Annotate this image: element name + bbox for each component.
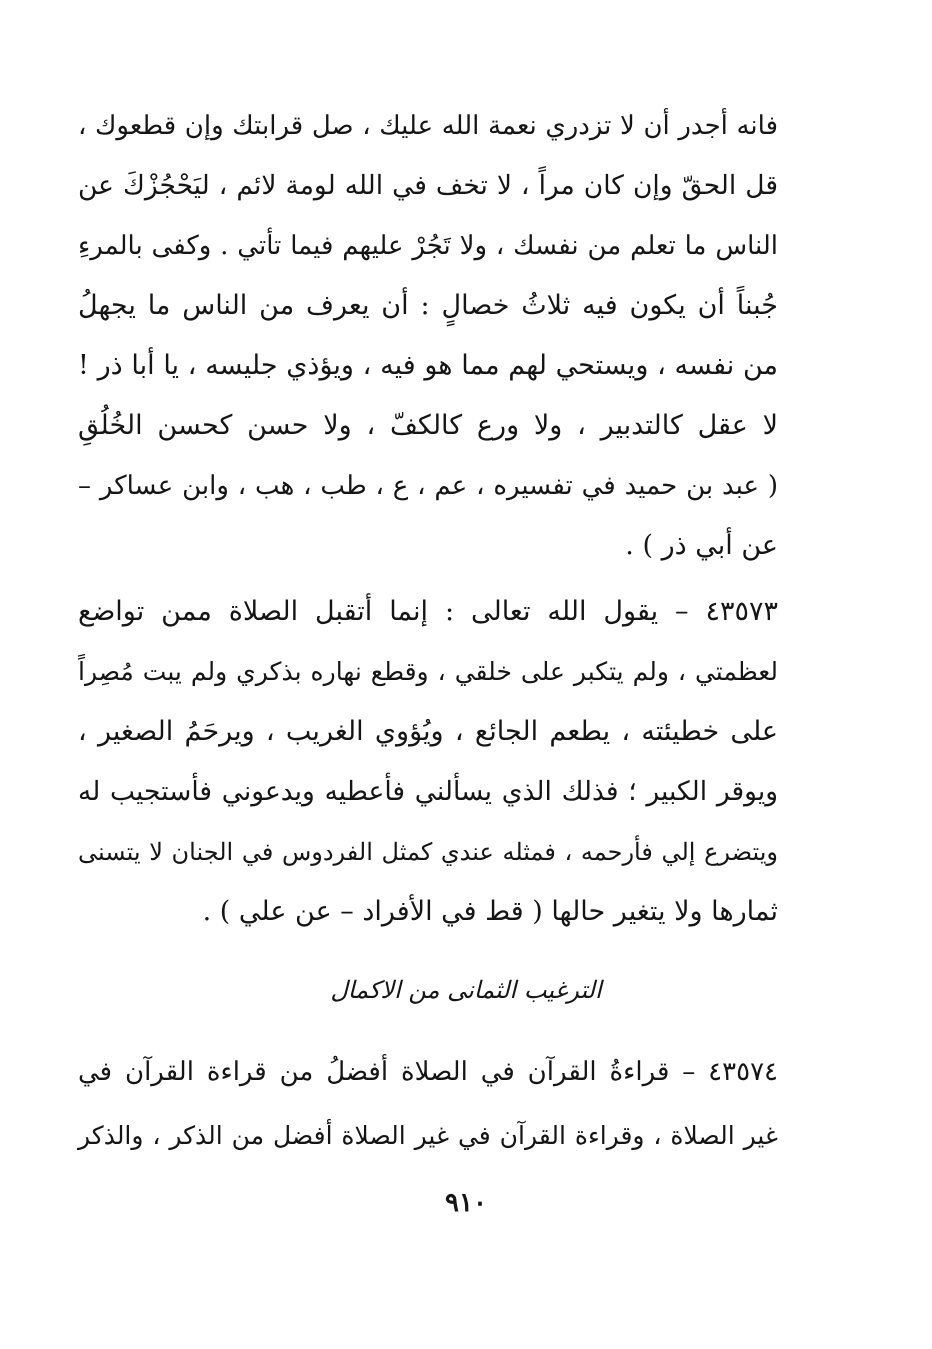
text-line: ٤٣٥٧٣ – يقول الله تعالى : إنما أتقبل الصلاة ممن تواضع <box>78 596 778 627</box>
section-heading: الترغيب الثمانى من الاكمال <box>330 976 602 1004</box>
text-line: ويتضرع إلي فأرحمه ، فمثله عندي كمثل الفردوس في الجنان لا يتسنى <box>78 838 778 866</box>
text-line: عن أبي ذر ) . <box>625 530 778 561</box>
text-line: جُبناً أن يكون فيه ثلاثُ خصالٍ : أن يعرف من الناس ما يجهلُ <box>78 290 778 321</box>
text-line: لعظمتي ، ولم يتكبر على خلقي ، وقطع نهاره بذكري ولم يبت مُصِراً <box>78 657 778 686</box>
text-line: فانه أجدر أن لا تزدري نعمة الله عليك ، صل قرابتك وإن قطعوك ، <box>78 111 778 141</box>
text-line: ثمارها ولا يتغير حالها ( قط في الأفراد – عن علي ) . <box>202 896 778 927</box>
text-line: ٤٣٥٧٤ – قراءةُ القرآن في الصلاة أفضلُ من قراءة القرآن في <box>78 1057 778 1087</box>
text-line: ويوقر الكبير ؛ فذلك الذي يسألني فأعطيه ويدعوني فأستجيب له <box>78 776 778 807</box>
paragraph-hadith-43573 <box>78 582 778 942</box>
text-line: لا عقل كالتدبير ، ولا ورع كالكفّ ، ولا حسن كحسن الخُلُقِ <box>78 410 778 441</box>
page-number: ٩١٠ <box>445 1188 487 1218</box>
paragraph-hadith-43574 <box>78 1040 778 1168</box>
text-line: على خطيئته ، يطعم الجائع ، ويُؤوي الغريب ، ويرحَمُ الصغير ، <box>78 716 778 747</box>
text-line: قل الحقّ وإن كان مراً ، لا تخف في الله لومة لائم ، ليَحْجُزْكَ عن <box>78 170 778 201</box>
text-line: من نفسه ، ويستحي لهم مما هو فيه ، ويؤذي جليسه ، يا أبا ذر ! <box>78 350 778 381</box>
text-line: الناس ما تعلم من نفسك ، ولا تَجُرْ عليهم فيما تأتي . وكفى بالمرءِ <box>78 231 778 261</box>
text-line: غير الصلاة ، وقراءة القرآن في غير الصلاة أفضل من الذكر ، والذكر <box>78 1121 778 1150</box>
paragraph-hadith-continued <box>78 96 778 576</box>
text-line: ( عبد بن حميد في تفسيره ، عم ، ع ، طب ، هب ، وابن عساكر – <box>78 471 778 501</box>
